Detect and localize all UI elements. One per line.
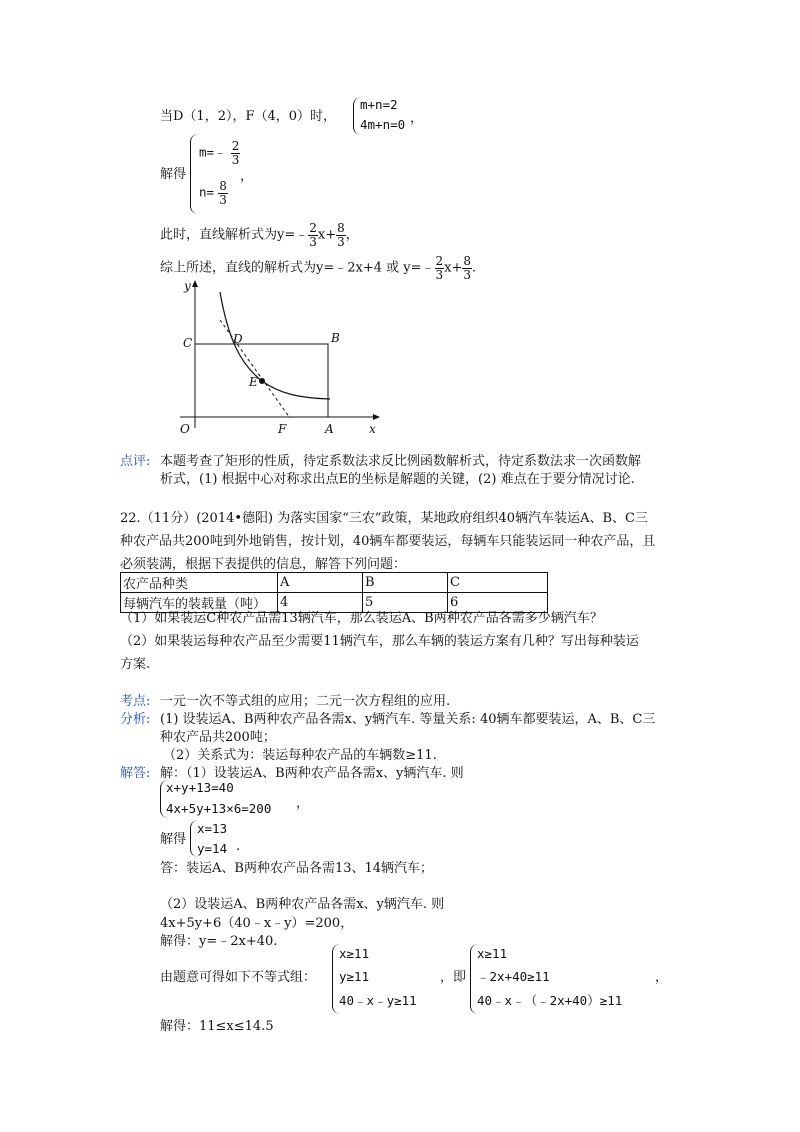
label-E: E [249, 375, 258, 389]
ineq-prefix: 由题意可得如下不等式组： [160, 970, 317, 985]
table-cell: C [448, 573, 548, 593]
solve-label-2: 解得 [160, 832, 187, 847]
eq-m-plus-n: m+n=2 [360, 97, 398, 112]
line-summary: 综上所述，直线的解析式为y=﹣2x+4 或 y=﹣ $\frac{2}{3}$ x+ $\frac{8}{3}$ . [160, 254, 477, 282]
q22-line-1: 22.（11分）(2014•德阳) 为落实国家“三农”政策，某地政府组织40辆汽车装运A、B、C三 [120, 511, 648, 526]
part2-line-1: （2）设装运A、B两种农产品各需x、y辆汽车. 则 [160, 897, 445, 912]
answer-1: 答：装运A、B两种农产品各需13、14辆汽车； [160, 861, 434, 876]
ineq1-c: 40﹣x﹣y≥11 [339, 993, 417, 1008]
final-result: 解得：11≤x≤14.5 [160, 1019, 274, 1034]
table-row [121, 573, 548, 593]
q22-sub-1: （1）如果装运C种农产品需13辆汽车，那么装运A、B两种农产品各需多少辆汽车？ [120, 611, 603, 626]
comment-label: 点评: [120, 454, 151, 469]
table-cell: A [278, 573, 363, 593]
table-cell: B [363, 573, 448, 593]
point-E [259, 378, 265, 384]
ineq2-a: x≥11 [477, 946, 508, 961]
label-y: y [184, 279, 191, 293]
line-result-1: 此时，直线解析式为y=﹣ $\frac{2}{3}$ x+ $\frac{8}{3}$ ， [160, 221, 359, 249]
solve-label-1: 解得 [160, 167, 187, 182]
q22-line-3: 必须装满，根据下表提供的信息，解答下列问题： [120, 557, 407, 572]
line1-prefix: 当D（1，2），F（4，0）时， [160, 109, 337, 124]
comment-line-1: 本题考查了矩形的性质，待定系数法求反比例函数解析式，待定系数法求一次函数解 [160, 454, 642, 469]
label-B: B [331, 331, 340, 345]
dashed-line-DF [220, 320, 290, 418]
fenxi-line-2: 种农产品共200吨； [160, 730, 276, 745]
q22-sub-2-line-1: （2）如果装运每种农产品至少需要11辆汽车，那么车辆的装运方案有几种？写出每种装运 [120, 634, 639, 649]
fenxi-label: 分析: [120, 712, 151, 727]
label-x: x [369, 422, 376, 436]
load-table [120, 572, 548, 613]
table-cell: 6 [448, 593, 548, 613]
ineq-suffix: ， [655, 970, 669, 985]
comment-line-2: 析式，(1) 根据中心对称求出点E的坐标是解题的关键，(2) 难点在于要分情况讨论. [160, 472, 635, 487]
y-axis-arrow [192, 280, 198, 287]
table-row [121, 593, 548, 613]
jieda-label: 解答: [120, 766, 151, 781]
fenxi-line-1: (1) 设装运A、B两种农产品各需x、y辆汽车. 等量关系: 40辆车都要装运，A、B、C三 [160, 712, 656, 727]
line1-suffix: ， [410, 111, 424, 126]
table-cell: 5 [363, 593, 448, 613]
m-comma: ， [240, 169, 254, 184]
n-value: n= $\frac{8}{3}$ [199, 179, 227, 207]
jieda-line-1: 解：（1）设装运A、B两种农产品各需x、y辆汽车. 则 [160, 766, 464, 781]
sys2-suffix: . [236, 839, 241, 854]
eq-4m-plus-n: 4m+n=0 [360, 117, 406, 132]
m-value: m=﹣ $\frac{2}{3}$ [199, 139, 240, 167]
label-O: O [180, 422, 190, 436]
table-cell: 4 [278, 593, 363, 613]
sys2-eq-1: x=13 [197, 821, 228, 836]
line-d-f-condition [160, 110, 336, 123]
label-C: C [183, 336, 193, 350]
fenxi-line-3: （2）关系式为：装运每种农产品的车辆数≥11. [163, 748, 437, 763]
table-cell: 每辆汽车的装载量（吨） [121, 593, 278, 613]
sys1-suffix: ， [296, 796, 310, 811]
ineq2-c: 40﹣x﹣（﹣2x+40）≥11 [477, 993, 623, 1008]
part2-line-2: 4x+5y+6（40﹣x﹣y）=200， [160, 916, 354, 931]
label-F: F [278, 422, 287, 436]
system-brace-2 [190, 134, 199, 214]
kaodian-text: 一元一次不等式组的应用；二元一次方程组的应用. [160, 694, 451, 709]
table-cell: 农产品种类 [121, 573, 278, 593]
geometry-figure [170, 278, 385, 444]
sys1-eq-1: x+y+13=40 [166, 780, 234, 795]
ineq-mid: ，即 [440, 970, 467, 985]
ineq1-b: y≥11 [339, 969, 370, 984]
ineq1-a: x≥11 [339, 946, 370, 961]
sys2-eq-2: y=14 [197, 841, 228, 856]
x-axis-arrow [373, 414, 380, 420]
kaodian-label: 考点: [120, 694, 151, 709]
label-A: A [325, 422, 334, 436]
ineq2-b: ﹣2x+40≥11 [477, 969, 550, 984]
q22-line-2: 种农产品共200吨到外地销售，按计划，40辆车都要装运，每辆车只能装运同一种农产品，且 [120, 534, 656, 549]
q22-sub-2-line-2: 方案. [120, 657, 151, 672]
part2-line-3: 解得：y=﹣2x+40. [160, 934, 278, 949]
label-D: D [233, 332, 243, 346]
sys1-eq-2: 4x+5y+13×6=200 [166, 801, 272, 816]
